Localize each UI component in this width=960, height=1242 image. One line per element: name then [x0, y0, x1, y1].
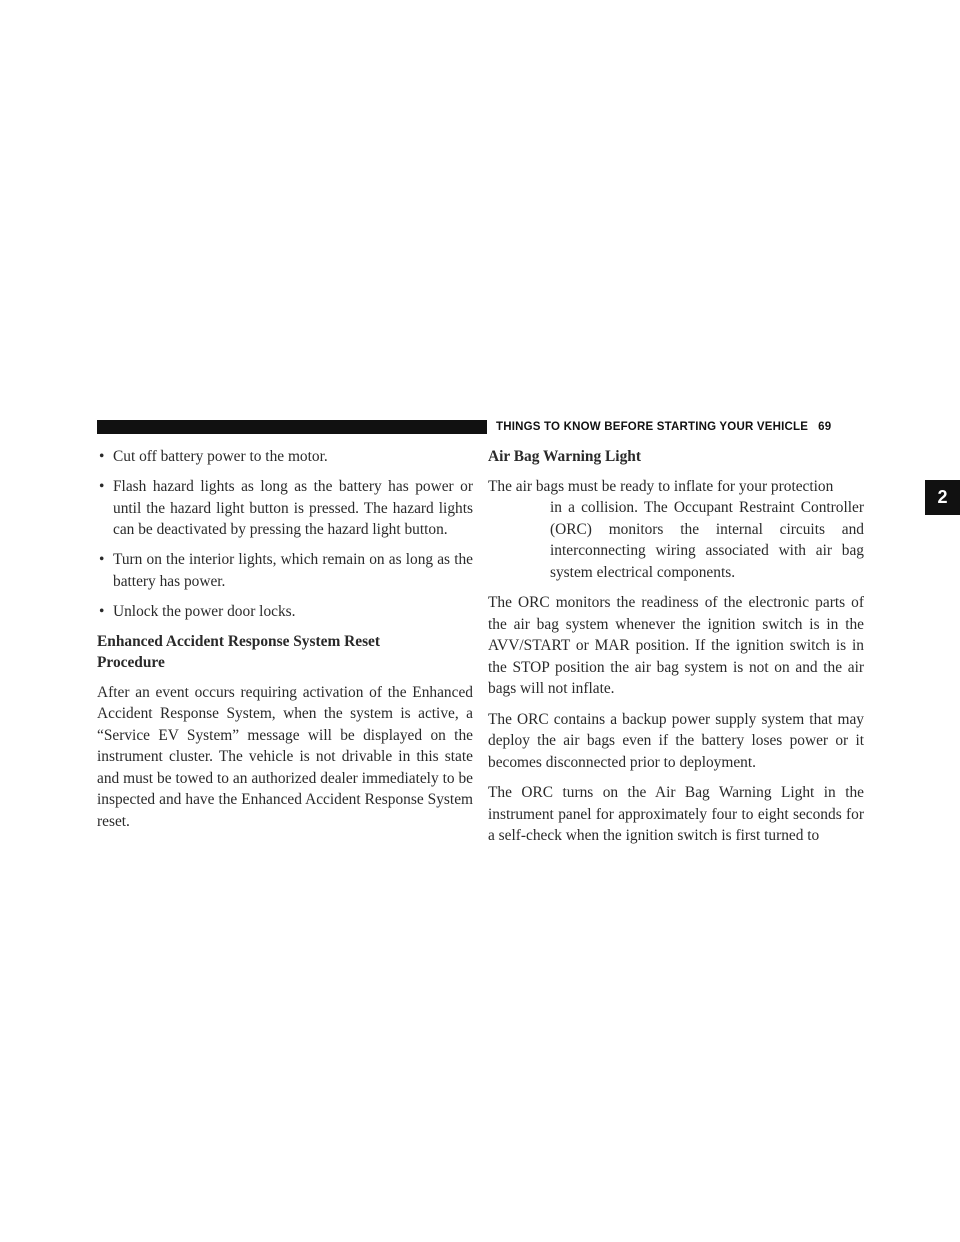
- reset-procedure-paragraph: After an event occurs requiring activation of the Enhanced Accident Response System, when the system is active, a “Service EV System” message will be displayed on the instrument cluster. The vehicle is not drivable in this state and must be towed to an authorized dealer immediately to be inspected and have the Enhanced Accident Response System reset.: [97, 683, 473, 830]
- left-column: [97, 446, 473, 841]
- running-header: [496, 419, 831, 435]
- section-heading-air-bag-warning-light: Air Bag Warning Light: [488, 448, 641, 465]
- running-header-title: THINGS TO KNOW BEFORE STARTING YOUR VEHICLE: [496, 421, 809, 433]
- list-item: • Cut off battery power to the motor.: [97, 446, 473, 468]
- orc-readiness-paragraph: The ORC monitors the readiness of the electronic parts of the air bag system whenever the ignition switch is in the AVV/START or MAR position. If the ignition switch is in the STOP position the air bag system is not on and the air bags will not inflate.: [488, 594, 864, 697]
- bullet-list: [97, 446, 473, 622]
- air-bag-intro-paragraph: The air bags must be ready to inflate for your protection in a collision. The Occupant Restraint Controller (ORC) monitors the internal circuits and interconnecting wiring associated with air bag system electrical components.: [488, 477, 864, 581]
- right-column: [488, 446, 864, 856]
- bullet-dot-icon: •: [99, 448, 105, 465]
- list-item: • Turn on the interior lights, which remain on as long as the battery has power.: [99, 551, 473, 590]
- chapter-tab: 2: [925, 480, 960, 515]
- orc-warning-light-paragraph: The ORC turns on the Air Bag Warning Light in the instrument panel for approximately four to eight seconds for a self-check when the ignition switch is first turned to: [488, 784, 864, 844]
- list-item: • Flash hazard lights as long as the battery has power or until the hazard light button is pressed. The hazard lights can be deactivated by pressing the hazard light button.: [99, 478, 473, 538]
- orc-backup-power-paragraph: The ORC contains a backup power supply system that may deploy the air bags even if the battery loses power or it becomes disconnected prior to deployment.: [488, 710, 864, 771]
- bullet-dot-icon: •: [99, 478, 105, 495]
- page-number: 69: [818, 421, 832, 433]
- list-item: • Unlock the power door locks.: [97, 601, 473, 623]
- bullet-dot-icon: •: [99, 602, 105, 620]
- bullet-dot-icon: •: [99, 551, 105, 568]
- section-heading-reset-procedure: Enhanced Accident Response System Reset Procedure: [97, 632, 381, 671]
- header-bar: [97, 420, 487, 434]
